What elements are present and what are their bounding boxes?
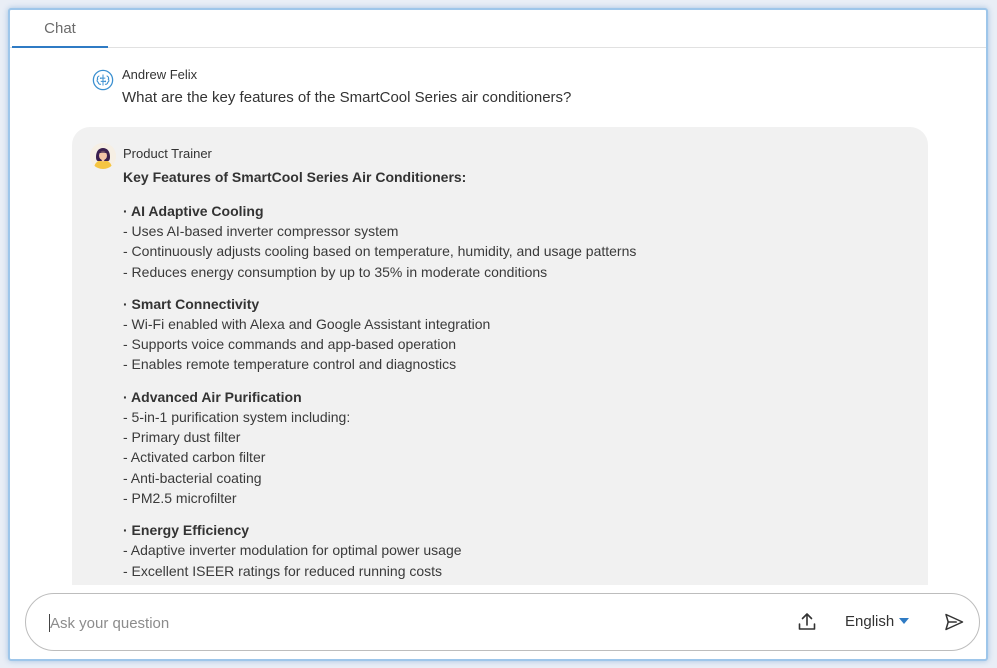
feature-section	[123, 520, 903, 581]
chat-window	[8, 8, 988, 661]
send-icon[interactable]	[943, 611, 965, 633]
language-selector[interactable]	[845, 610, 909, 632]
feature-line: - Uses AI-based inverter compressor system	[123, 223, 399, 239]
feature-section	[123, 294, 903, 375]
feature-title: · Advanced Air Purification	[123, 388, 302, 405]
language-label: English	[845, 612, 895, 630]
feature-line: - Anti-bacterial coating	[123, 469, 262, 486]
feature-section	[123, 201, 903, 282]
feature-line: - Continuously adjusts cooling based on temperature, humidity, and usage patterns	[123, 243, 637, 260]
feature-line: - Reduces energy consumption by up to 35% in moderate conditions	[123, 263, 548, 280]
user-message-text: What are the key features of the SmartCool Series air conditioners?	[122, 89, 572, 106]
chat-messages[interactable]	[10, 49, 986, 585]
feature-title: · AI Adaptive Cooling	[123, 203, 264, 219]
feature-line: - Supports voice commands and app-based operation	[123, 336, 457, 353]
feature-line: - Excellent ISEER ratings for reduced running costs	[123, 562, 443, 579]
upload-icon[interactable]	[796, 611, 818, 633]
question-input-bar	[25, 593, 980, 651]
feature-line: - Activated carbon filter	[123, 449, 266, 466]
user-name: Andrew Felix	[122, 67, 198, 82]
feature-title: · Smart Connectivity	[123, 295, 260, 312]
feature-line: - PM2.5 microfilter	[123, 489, 237, 506]
chevron-down-icon	[899, 618, 909, 624]
bot-message-content	[123, 168, 903, 585]
feature-title: · Energy Efficiency	[123, 522, 250, 539]
bot-name: Product Trainer	[123, 146, 212, 161]
tab-chat-label: Chat	[44, 19, 76, 37]
tab-chat[interactable]	[12, 10, 108, 48]
bot-message	[72, 127, 928, 585]
feature-line: - Enables remote temperature control and diagnostics	[123, 356, 457, 373]
feature-section	[123, 387, 903, 508]
tab-bar	[10, 10, 986, 48]
trainer-avatar-icon	[90, 143, 116, 169]
feature-line: - 5-in-1 purification system including:	[123, 408, 351, 425]
brain-icon	[92, 69, 114, 91]
answer-heading: Key Features of SmartCool Series Air Conditioners:	[123, 169, 467, 185]
feature-line: - Primary dust filter	[123, 429, 241, 446]
feature-line: - Wi-Fi enabled with Alexa and Google Assistant integration	[123, 315, 491, 332]
feature-line: - Adaptive inverter modulation for optimal power usage	[123, 542, 462, 559]
question-input[interactable]	[50, 609, 750, 637]
